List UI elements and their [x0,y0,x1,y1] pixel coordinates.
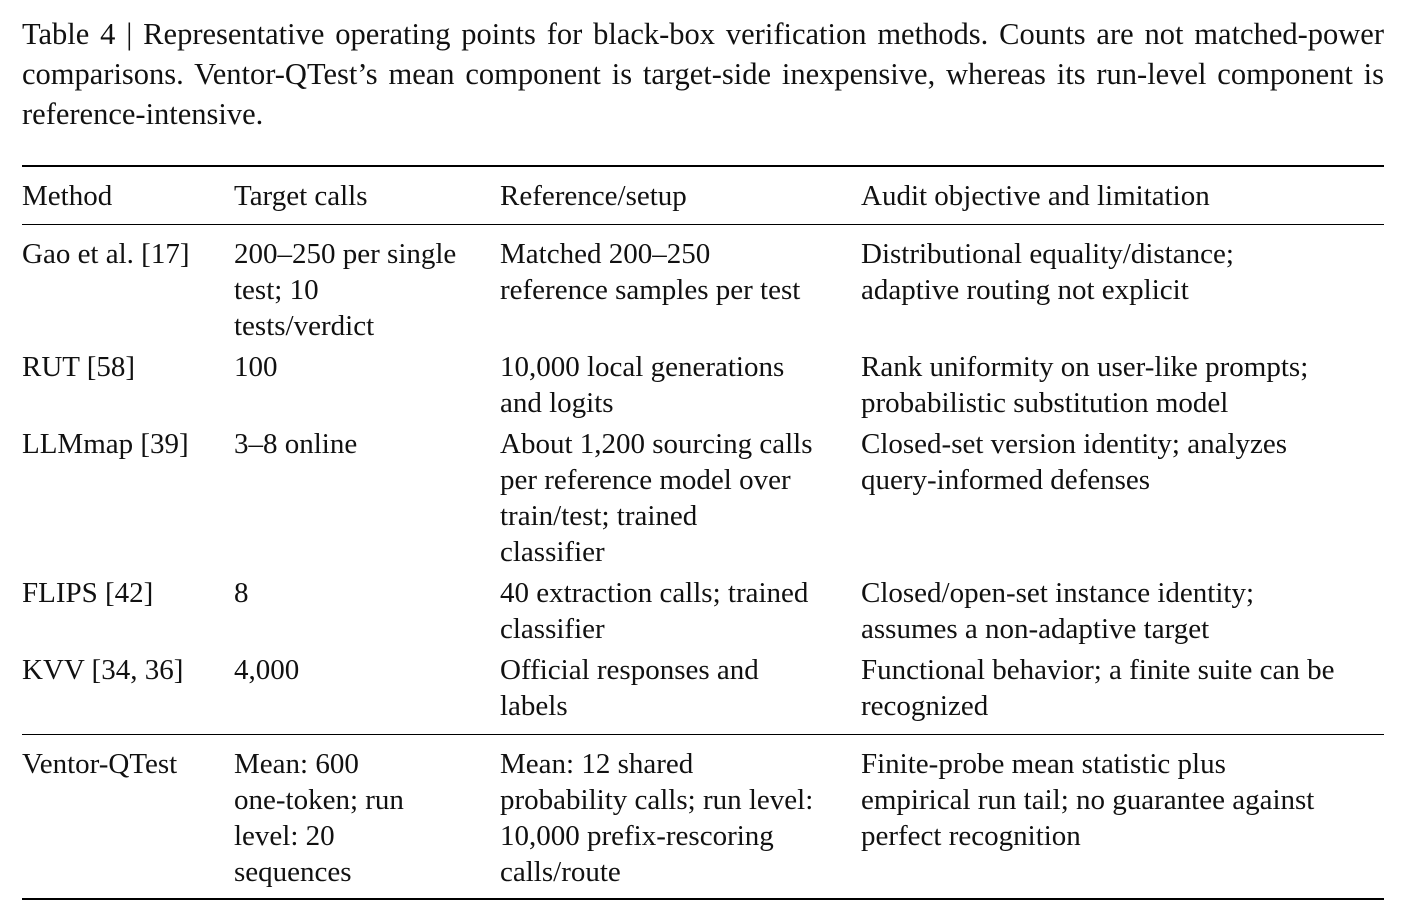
header-rule [22,224,1384,225]
table-row-target-calls: Mean: 600 one-token; run level: 20 sequences [234,748,404,888]
table-row-reference-setup: 10,000 local generations and logits [500,351,785,419]
table-bottom-rule [22,898,1384,900]
table-row-target-calls: 200–250 per single test; 10 tests/verdict [234,238,457,342]
table-row-reference-setup: 40 extraction calls; trained classifier [500,577,809,645]
section-rule [22,734,1384,735]
table-row-target-calls: 3–8 online [234,428,358,460]
table-row-target-calls: 8 [234,577,249,609]
table-row-audit: Finite-probe mean statistic plus empirical run tail; no guarantee against perfect recognition [861,748,1315,852]
table-row-audit: Functional behavior; a finite suite can be recognized [861,654,1335,722]
column-header-method: Method [22,180,113,212]
table-caption: Table 4 | Representative operating points for black-box verification methods. Counts are not matched-power comparisons. Ventor-QTest’s mean component is target-side inexpensive, whereas its run-level component is reference-intensive. [22,17,1384,131]
table-row-method: LLMmap [39] [22,428,189,460]
column-header-target-calls: Target calls [234,180,368,212]
table-row-audit: Closed/open-set instance identity; assumes a non-adaptive target [861,577,1255,645]
table-row-reference-setup: Matched 200–250 reference samples per test [500,238,801,306]
table-row-audit: Closed-set version identity; analyzes query-informed defenses [861,428,1288,496]
column-header-audit-objective: Audit objective and limitation [861,180,1210,212]
table-row-method: FLIPS [42] [22,577,154,609]
table-row-method: RUT [58] [22,351,136,383]
table-row-method: KVV [34, 36] [22,654,184,686]
table-row-target-calls: 4,000 [234,654,300,686]
table-row-reference-setup: Official responses and labels [500,654,759,722]
table-row-reference-setup: About 1,200 sourcing calls per reference model over train/test; trained classifier [500,428,813,568]
table-row-method: Ventor-QTest [22,748,178,780]
column-header-reference-setup: Reference/setup [500,180,687,212]
table-row-audit: Distributional equality/distance; adaptive routing not explicit [861,238,1234,306]
table-top-rule [22,165,1384,167]
table-row-target-calls: 100 [234,351,278,383]
table-row-method: Gao et al. [17] [22,238,190,270]
table-row-reference-setup: Mean: 12 shared probability calls; run level: 10,000 prefix-rescoring calls/route [500,748,814,888]
table-row-audit: Rank uniformity on user-like prompts; probabilistic substitution model [861,351,1309,419]
